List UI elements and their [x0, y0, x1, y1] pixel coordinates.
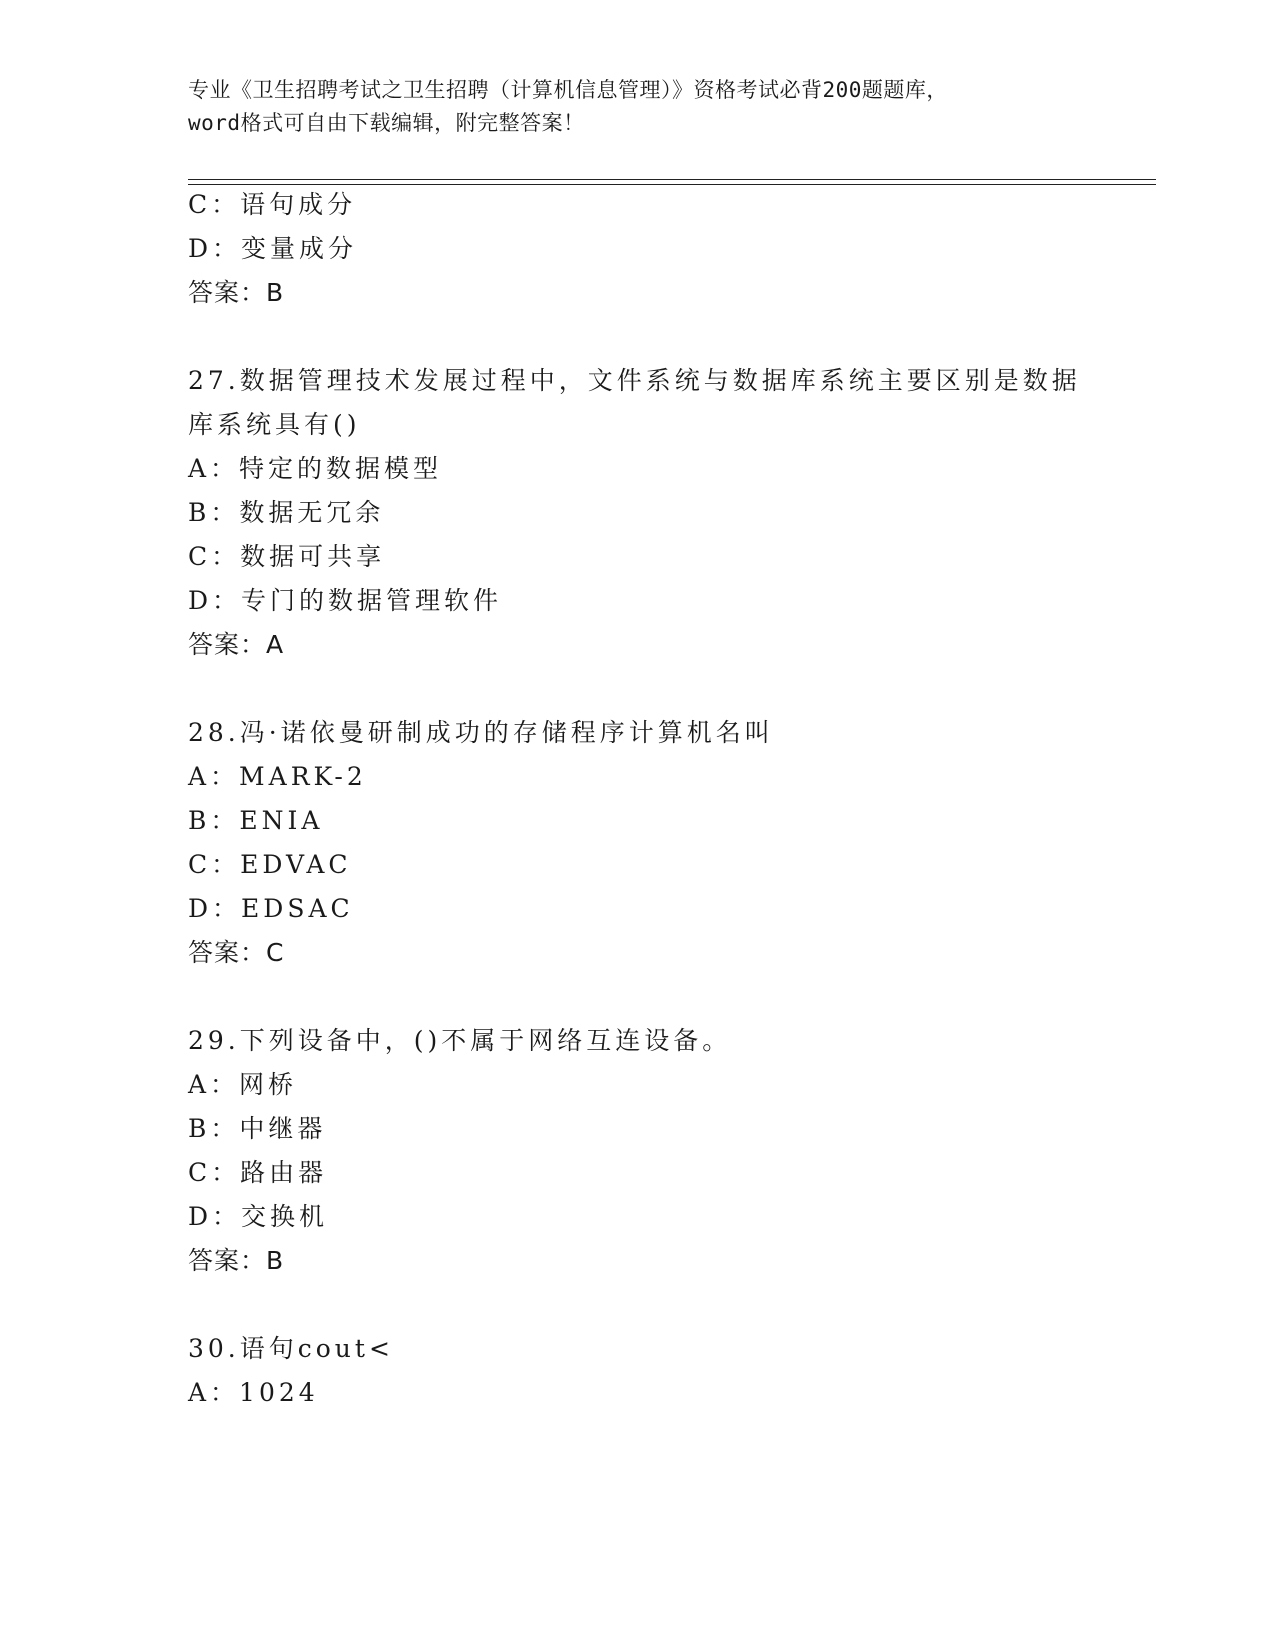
q29-option-d: D：交换机 — [188, 1202, 329, 1231]
header-title-line-1: 专业《卫生招聘考试之卫生招聘（计算机信息管理）》资格考试必背200题题库， — [188, 78, 948, 102]
q26-answer: 答案：B — [188, 278, 285, 307]
q30-option-a: A：1024 — [188, 1378, 319, 1407]
q28-stem: 28.冯·诺依曼研制成功的存储程序计算机名叫 — [188, 718, 774, 747]
q29-stem: 29.下列设备中，()不属于网络互连设备。 — [188, 1026, 732, 1055]
header-divider-bottom — [188, 184, 1156, 185]
q27-option-c: C：数据可共享 — [188, 542, 386, 571]
document-header — [188, 74, 1088, 140]
q29-option-a: A：网桥 — [188, 1070, 298, 1099]
q29-option-b: B：中继器 — [188, 1114, 327, 1143]
q28-option-a: A：MARK-2 — [188, 762, 367, 791]
q27-answer: 答案：A — [188, 630, 285, 659]
q28-answer: 答案：C — [188, 938, 285, 967]
q27-option-d: D：专门的数据管理软件 — [188, 586, 503, 615]
header-title-line-2: word格式可自由下载编辑，附完整答案！ — [188, 111, 585, 135]
q28-option-b: B：ENIA — [188, 806, 324, 835]
q27-option-a: A：特定的数据模型 — [188, 454, 443, 483]
header-divider-top — [188, 179, 1156, 180]
q29-answer: 答案：B — [188, 1246, 285, 1275]
q28-option-c: C：EDVAC — [188, 850, 352, 879]
q26-option-c: C：语句成分 — [188, 190, 357, 219]
q26-option-d: D：变量成分 — [188, 234, 358, 263]
q27-option-b: B：数据无冗余 — [188, 498, 385, 527]
q28-option-d: D：EDSAC — [188, 894, 354, 923]
q30-stem: 30.语句cout< — [188, 1334, 394, 1363]
q29-option-c: C：路由器 — [188, 1158, 328, 1187]
q27-stem-line-1: 27.数据管理技术发展过程中，文件系统与数据库系统主要区别是数据 — [188, 366, 1081, 395]
q27-stem-line-2: 库系统具有() — [188, 410, 361, 439]
